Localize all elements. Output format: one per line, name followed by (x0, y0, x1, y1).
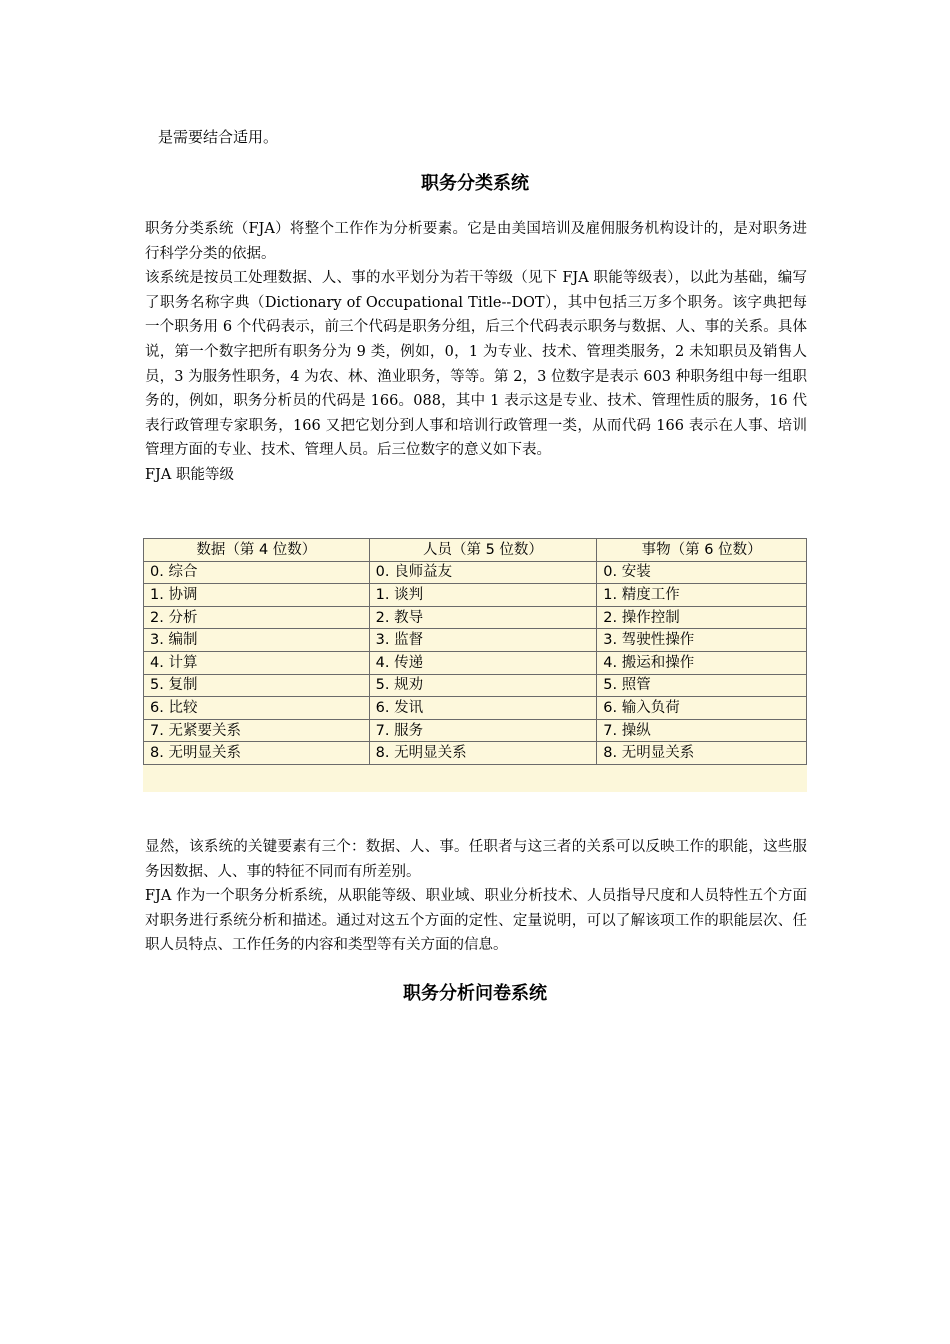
table-cell: 3. 监督 (369, 629, 597, 652)
fja-summary (145, 835, 807, 958)
table-cell: 4. 传递 (369, 651, 597, 674)
table-cell: 0. 安装 (597, 561, 807, 584)
column-header-people: 人员（第 5 位数） (369, 539, 597, 562)
intro-line: 是需要结合适用。 (158, 128, 279, 146)
table-cell: 0. 综合 (144, 561, 370, 584)
table-cell: 1. 谈判 (369, 584, 597, 607)
table-row (144, 697, 807, 720)
table-cell: 2. 分析 (144, 606, 370, 629)
fja-level-table (143, 538, 807, 765)
table-cell: 5. 照管 (597, 674, 807, 697)
table-row (144, 719, 807, 742)
column-header-things: 事物（第 6 位数） (597, 539, 807, 562)
table-row (144, 651, 807, 674)
table-caption: FJA 职能等级 (145, 466, 234, 483)
table-cell: 7. 无紧要关系 (144, 719, 370, 742)
table-row (144, 629, 807, 652)
paragraph: 该系统是按员工处理数据、人、事的水平划分为若干等级（见下 FJA 职能等级表），以此为基础，编写了职务名称字典（Dictionary of Occupational Title--DOT），其中包括三万多个职务。该字典把每一个职务用 6 个代码表示，前三个代码是职务分组，后三个代码表示职务与数据、人、事的关系。具体说，第一个数字把所有职务分为 9 类，例如，0，1 为专业、技术、管理类服务，2 未知职员及销售人员，3 为服务性职务，4 为农、林、渔业职务，等等。第 2，3 位数字是表示 603 种职务组中每一组职务的，例如，职务分析员的代码是 166。088，其中 1 表示这是专业、技术、管理性质的服务，16 代表行政管理专家职务，166 又把它划分到人事和培训行政管理一类，从而代码 166 表示在人事、培训管理方面的专业、技术、管理人员。后三位数字的意义如下表。 (145, 270, 807, 459)
table-cell: 2. 操作控制 (597, 606, 807, 629)
table-row (144, 561, 807, 584)
table-row (144, 742, 807, 765)
table-cell: 2. 教导 (369, 606, 597, 629)
table-row (144, 584, 807, 607)
table-cell: 4. 搬运和操作 (597, 651, 807, 674)
table-cell: 6. 发讯 (369, 697, 597, 720)
section-heading-paq: 职务分析问卷系统 (403, 983, 547, 1004)
table-cell: 8. 无明显关系 (369, 742, 597, 765)
fja-description (145, 217, 807, 488)
table-cell: 8. 无明显关系 (597, 742, 807, 765)
table-cell: 5. 复制 (144, 674, 370, 697)
table-cell: 7. 操纵 (597, 719, 807, 742)
table-cell: 3. 编制 (144, 629, 370, 652)
table-cell: 6. 输入负荷 (597, 697, 807, 720)
table-cell: 6. 比较 (144, 697, 370, 720)
table-cell: 0. 良师益友 (369, 561, 597, 584)
table-row (144, 674, 807, 697)
paragraph: 显然，该系统的关键要素有三个：数据、人、事。任职者与这三者的关系可以反映工作的职能，这些服务因数据、人、事的特征不同而有所差别。 (145, 839, 807, 880)
table-cell: 3. 驾驶性操作 (597, 629, 807, 652)
table-cell: 8. 无明显关系 (144, 742, 370, 765)
table-cell: 4. 计算 (144, 651, 370, 674)
table-cell: 1. 协调 (144, 584, 370, 607)
fja-level-table-panel (143, 538, 807, 792)
table-cell: 7. 服务 (369, 719, 597, 742)
paragraph: 职务分类系统（FJA）将整个工作作为分析要素。它是由美国培训及雇佣服务机构设计的，是对职务进行科学分类的依据。 (145, 221, 807, 262)
section-heading-fja: 职务分类系统 (421, 173, 529, 194)
table-cell: 1. 精度工作 (597, 584, 807, 607)
paragraph: FJA 作为一个职务分析系统，从职能等级、职业域、职业分析技术、人员指导尺度和人员特性五个方面对职务进行系统分析和描述。通过对这五个方面的定性、定量说明，可以了解该项工作的职能层次、任职人员特点、工作任务的内容和类型等有关方面的信息。 (145, 888, 807, 954)
column-header-data: 数据（第 4 位数） (144, 539, 370, 562)
table-row (144, 606, 807, 629)
table-cell: 5. 规劝 (369, 674, 597, 697)
table-header-row (144, 539, 807, 562)
